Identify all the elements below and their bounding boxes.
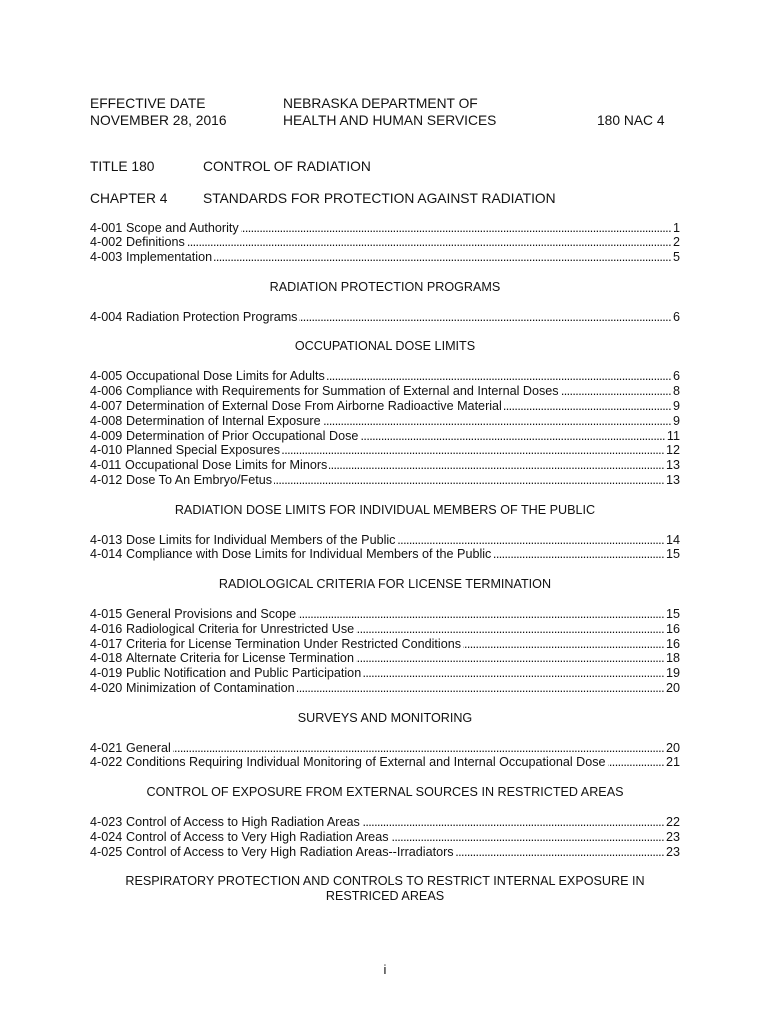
toc-entry-title: Compliance with Dose Limits for Individual Members of the Public bbox=[125, 547, 492, 562]
toc-dot-leader bbox=[608, 755, 664, 770]
toc-section bbox=[90, 221, 680, 266]
toc-entry-title: Determination of Internal Exposure bbox=[125, 413, 321, 428]
toc-entry-page: 6 bbox=[672, 369, 680, 384]
chapter-label: CHAPTER 4 bbox=[90, 190, 168, 206]
effective-date-value: NOVEMBER 28, 2016 bbox=[90, 112, 227, 128]
toc-entry bbox=[90, 533, 680, 548]
toc-entry-page: 13 bbox=[665, 473, 680, 488]
toc-entry-title: Determination of External Dose From Airborne Radioactive Material bbox=[125, 398, 502, 413]
toc-entry-title: Compliance with Requirements for Summation of External and Internal Doses bbox=[125, 383, 559, 398]
toc-entry bbox=[90, 443, 680, 458]
agency-name-line-1: NEBRASKA DEPARTMENT OF bbox=[283, 95, 478, 111]
toc-entry-title: Public Notification and Public Participation bbox=[125, 666, 362, 681]
toc-entry bbox=[90, 622, 680, 637]
toc-entry-number: 4-025 bbox=[90, 844, 123, 859]
toc-entry-number: 4-016 bbox=[90, 621, 123, 636]
toc-entry-title: Conditions Requiring Individual Monitoring of External and Internal Occupational Dose bbox=[125, 755, 606, 770]
toc-entry-number: 4-018 bbox=[90, 651, 123, 666]
toc-entry bbox=[90, 755, 680, 770]
toc-entry bbox=[90, 399, 680, 414]
toc-dot-leader bbox=[391, 830, 664, 845]
toc-entry bbox=[90, 235, 680, 250]
toc-section-heading-line: CONTROL OF EXPOSURE FROM EXTERNAL SOURCES IN RESTRICTED AREAS bbox=[146, 785, 624, 800]
toc-dot-leader bbox=[214, 250, 671, 265]
toc-entry-page: 12 bbox=[665, 443, 680, 458]
toc-section bbox=[90, 711, 680, 770]
toc-entry bbox=[90, 830, 680, 845]
toc-section-heading-line: OCCUPATIONAL DOSE LIMITS bbox=[294, 339, 476, 354]
toc-entry-page: 2 bbox=[672, 235, 680, 250]
toc-entry-number: 4-009 bbox=[90, 428, 123, 443]
toc-section-heading-line: SURVEYS AND MONITORING bbox=[297, 710, 473, 725]
toc-dot-leader bbox=[241, 221, 671, 236]
toc-entry-title: General Provisions and Scope bbox=[125, 606, 297, 621]
toc-entry-number: 4-008 bbox=[90, 413, 123, 428]
code-reference: 180 NAC 4 bbox=[597, 112, 665, 128]
toc-entry-title: General bbox=[125, 740, 171, 755]
toc-entry-number: 4-023 bbox=[90, 814, 123, 829]
toc-entry-number: 4-004 bbox=[90, 309, 123, 324]
toc-dot-leader bbox=[362, 815, 664, 830]
toc-dot-leader bbox=[463, 637, 664, 652]
toc-entry-number: 4-006 bbox=[90, 383, 123, 398]
toc-entry bbox=[90, 607, 680, 622]
toc-entry-page: 16 bbox=[665, 621, 680, 636]
toc-section bbox=[90, 874, 680, 904]
toc-entry bbox=[90, 741, 680, 756]
toc-dot-leader bbox=[561, 384, 671, 399]
toc-section-heading bbox=[90, 280, 680, 295]
toc-section-heading bbox=[90, 711, 680, 726]
toc-section-heading-line: RESPIRATORY PROTECTION AND CONTROLS TO RESTRICT INTERNAL EXPOSURE IN bbox=[125, 874, 645, 889]
title-row bbox=[90, 158, 371, 175]
chapter-row bbox=[90, 190, 556, 207]
chapter-text: STANDARDS FOR PROTECTION AGAINST RADIATION bbox=[203, 190, 556, 206]
toc-entry bbox=[90, 845, 680, 860]
toc-section bbox=[90, 503, 680, 562]
toc-entry bbox=[90, 250, 680, 265]
toc-section-heading-line: RADIATION DOSE LIMITS FOR INDIVIDUAL MEMBERS OF THE PUBLIC bbox=[174, 502, 596, 517]
toc-dot-leader bbox=[282, 443, 664, 458]
toc-entry-page: 1 bbox=[672, 220, 680, 235]
toc-entry-title: Control of Access to Very High Radiation Areas--Irradiators bbox=[125, 844, 454, 859]
toc-dot-leader bbox=[360, 429, 665, 444]
toc-section-heading-line: RADIATION PROTECTION PROGRAMS bbox=[269, 279, 501, 294]
toc-dot-leader bbox=[329, 458, 664, 473]
toc-entry-title: Implementation bbox=[125, 250, 213, 265]
toc-entry bbox=[90, 310, 680, 325]
toc-entry-page: 11 bbox=[666, 428, 680, 443]
toc-entry-page: 14 bbox=[665, 532, 680, 547]
toc-section-heading-line: RESTRICED AREAS bbox=[325, 889, 445, 904]
effective-date-block bbox=[90, 95, 227, 129]
toc-entry-page: 18 bbox=[665, 651, 680, 666]
toc-entry-number: 4-020 bbox=[90, 681, 123, 696]
toc-entry-page: 13 bbox=[665, 458, 680, 473]
toc-entry-page: 22 bbox=[665, 814, 680, 829]
toc-entry-number: 4-010 bbox=[90, 443, 123, 458]
toc-entry-page: 8 bbox=[672, 383, 680, 398]
toc-entry-page: 5 bbox=[672, 250, 680, 265]
toc-entry bbox=[90, 369, 680, 384]
toc-dot-leader bbox=[187, 235, 671, 250]
toc-entry bbox=[90, 815, 680, 830]
toc-entry-number: 4-007 bbox=[90, 398, 123, 413]
toc-entry-title: Alternate Criteria for License Termination bbox=[125, 651, 354, 666]
toc-entry bbox=[90, 414, 680, 429]
toc-entry bbox=[90, 666, 680, 681]
toc-entry-number: 4-011 bbox=[90, 458, 122, 473]
title-text: CONTROL OF RADIATION bbox=[203, 158, 371, 174]
toc-entry-title: Definitions bbox=[125, 235, 185, 250]
toc-entry-page: 9 bbox=[672, 398, 680, 413]
toc-section bbox=[90, 339, 680, 488]
toc-entry-title: Control of Access to High Radiation Areas bbox=[125, 814, 360, 829]
toc-entry-page: 19 bbox=[665, 666, 680, 681]
toc-entry bbox=[90, 651, 680, 666]
toc-entry-page: 21 bbox=[665, 755, 680, 770]
toc-section bbox=[90, 785, 680, 859]
agency-name-block bbox=[283, 95, 496, 129]
toc-entry-number: 4-019 bbox=[90, 666, 123, 681]
toc-dot-leader bbox=[274, 473, 664, 488]
toc-entry-number: 4-024 bbox=[90, 829, 123, 844]
toc-section bbox=[90, 577, 680, 696]
toc-dot-leader bbox=[327, 369, 671, 384]
toc-entry-title: Radiation Protection Programs bbox=[125, 309, 298, 324]
toc-dot-leader bbox=[397, 533, 664, 548]
toc-entry-number: 4-003 bbox=[90, 250, 123, 265]
toc-dot-leader bbox=[504, 399, 671, 414]
toc-section-heading bbox=[90, 503, 680, 518]
toc-section-heading bbox=[90, 874, 680, 904]
toc-section-heading bbox=[90, 577, 680, 592]
toc-entry-number: 4-013 bbox=[90, 532, 123, 547]
toc-entry bbox=[90, 473, 680, 488]
page-number: i bbox=[383, 962, 387, 977]
toc-entry-title: Radiological Criteria for Unrestricted Use bbox=[125, 621, 355, 636]
toc-dot-leader bbox=[299, 310, 671, 325]
toc-entry bbox=[90, 429, 680, 444]
toc-entry-title: Criteria for License Termination Under Restricted Conditions bbox=[125, 636, 462, 651]
toc-entry-page: 23 bbox=[665, 844, 680, 859]
toc-entry bbox=[90, 547, 680, 562]
toc-dot-leader bbox=[297, 681, 664, 696]
agency-name-line-2: HEALTH AND HUMAN SERVICES bbox=[283, 112, 497, 128]
toc-dot-leader bbox=[173, 741, 664, 756]
toc-entry-title: Control of Access to Very High Radiation Areas bbox=[125, 829, 389, 844]
toc-entry bbox=[90, 384, 680, 399]
toc-entry-number: 4-017 bbox=[90, 636, 123, 651]
toc-entry-page: 6 bbox=[672, 309, 680, 324]
toc-dot-leader bbox=[493, 547, 664, 562]
effective-date-label: EFFECTIVE DATE bbox=[90, 95, 206, 111]
toc-entry-title: Occupational Dose Limits for Adults bbox=[125, 369, 325, 384]
toc-dot-leader bbox=[323, 414, 671, 429]
toc-entry bbox=[90, 221, 680, 236]
toc-entry-title: Scope and Authority bbox=[125, 220, 239, 235]
toc-entry bbox=[90, 458, 680, 473]
toc-entry-page: 20 bbox=[665, 681, 680, 696]
toc-entry-number: 4-001 bbox=[90, 220, 123, 235]
toc-dot-leader bbox=[298, 607, 664, 622]
toc-dot-leader bbox=[456, 845, 664, 860]
toc-entry-number: 4-014 bbox=[90, 547, 123, 562]
toc-section bbox=[90, 280, 680, 325]
table-of-contents bbox=[90, 221, 680, 919]
toc-entry-page: 16 bbox=[665, 636, 680, 651]
title-label: TITLE 180 bbox=[90, 158, 155, 174]
toc-dot-leader bbox=[356, 651, 664, 666]
toc-entry-number: 4-021 bbox=[90, 740, 123, 755]
toc-entry-page: 15 bbox=[665, 547, 680, 562]
toc-entry-number: 4-015 bbox=[90, 606, 123, 621]
toc-entry-number: 4-002 bbox=[90, 235, 123, 250]
toc-entry-number: 4-005 bbox=[90, 369, 123, 384]
toc-section-heading bbox=[90, 785, 680, 800]
toc-entry-title: Dose Limits for Individual Members of the Public bbox=[125, 532, 396, 547]
toc-entry-title: Planned Special Exposures bbox=[125, 443, 281, 458]
toc-entry-page: 20 bbox=[665, 740, 680, 755]
toc-entry-page: 9 bbox=[672, 413, 680, 428]
toc-entry-page: 15 bbox=[665, 606, 680, 621]
toc-dot-leader bbox=[363, 666, 664, 681]
toc-entry-number: 4-012 bbox=[90, 473, 123, 488]
toc-entry-title: Dose To An Embryo/Fetus bbox=[125, 473, 273, 488]
toc-section-heading-line: RADIOLOGICAL CRITERIA FOR LICENSE TERMINATION bbox=[218, 577, 552, 592]
toc-entry-title: Minimization of Contamination bbox=[125, 681, 295, 696]
toc-entry-title: Occupational Dose Limits for Minors bbox=[125, 458, 328, 473]
toc-entry-page: 23 bbox=[665, 829, 680, 844]
toc-section-heading bbox=[90, 339, 680, 354]
toc-dot-leader bbox=[356, 622, 664, 637]
toc-entry-title: Determination of Prior Occupational Dose bbox=[125, 428, 359, 443]
toc-entry bbox=[90, 637, 680, 652]
toc-entry-number: 4-022 bbox=[90, 755, 123, 770]
toc-entry bbox=[90, 681, 680, 696]
